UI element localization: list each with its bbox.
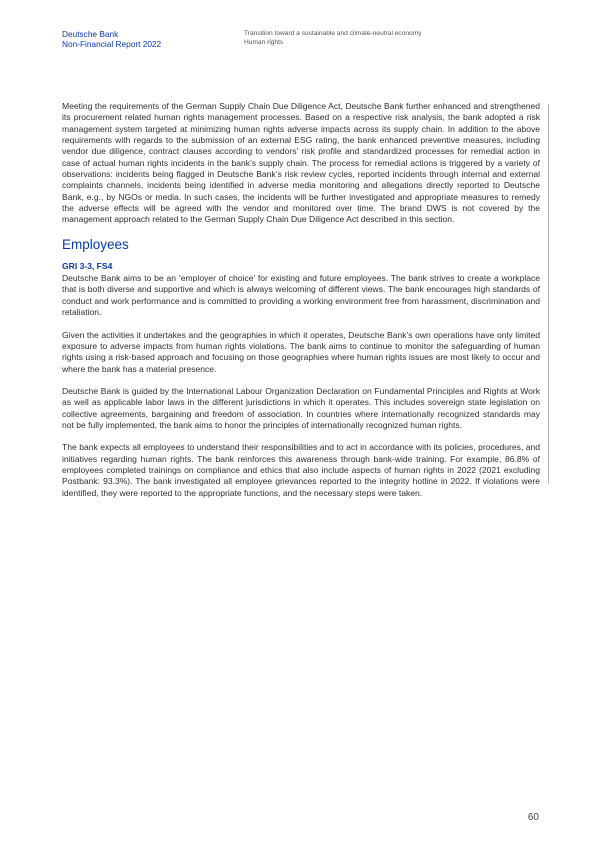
intro-paragraph: Meeting the requirements of the German Supply Chain Due Diligence Act, Deutsche Bank further enhanced and strengthened its procurement related human rights management processes. Based on a respective risk analysis, the bank adopted a risk management system targeted at minimizing human rights adverse impacts across its supply chain. In addition to the above requirements with regards to the submission of an external ESG rating, the bank enhanced preventive measures, including vendor due diligence, contract clauses according to vendors’ risk profile and standardized processes for remedial action in case of actual human rights incidents in the bank’s supply chain. The process for remedial actions is triggered by a variety of observations: incidents being flagged in Deutsche Bank’s risk review cycles, reported incidents through internal and external complaints channels, incidents being identified in adverse media monitoring and allegations directly reported to Deutsche Bank, e.g., by NGOs or media. In such cases, the incidents will be further investigated and appropriate measures to remedy the adverse effects will be agreed with the vendor and monitored over time. The brand DWS is not covered by the management approach related to the German Supply Chain Due Diligence Act described in this section. <box>62 101 540 225</box>
header-section <box>244 29 422 47</box>
page-number: 60 <box>527 812 539 823</box>
employees-paragraph-1: Deutsche Bank aims to be an ‘employer of choice’ for existing and future employees. The bank strives to create a workplace that is both diverse and supportive and which is always welcoming of different views. The bank encourages high standards of conduct and work performance and is committed to providing a working environment free from harassment, discrimination and retaliation. <box>62 273 540 318</box>
margin-rule <box>548 104 549 484</box>
subsection-title: Human rights <box>244 39 284 46</box>
report-name: Non-Financial Report 2022 <box>62 39 162 49</box>
header-left <box>62 29 161 49</box>
company-name: Deutsche Bank <box>62 29 119 39</box>
gri-reference: GRI 3-3, FS4 <box>62 260 113 271</box>
main-content <box>62 101 540 510</box>
employees-heading: Employees <box>62 236 129 252</box>
section-title: Transition toward a sustainable and climate-neutral economy <box>244 30 422 37</box>
employees-paragraph-3: Deutsche Bank is guided by the International Labour Organization Declaration on Fundamental Principles and Rights at Work as well as applicable labor laws in the different jurisdictions in which it operates. This includes sovereign state legislation on collective agreements, bargaining and freedom of association. In countries where internationally recognized standards may not be fully implemented, the bank aims to honor the principles of internationally recognized human rights. <box>62 385 540 430</box>
employees-paragraph-2: Given the activities it undertakes and the geographies in which it operates, Deutsche Bank’s own operations have only limited exposure to adverse impacts from human rights violations. The bank aims to continue to monitor the safeguarding of human rights using a risk-based approach and focusing on those geographies where human rights issues are most likely to occur and where the bank has a material presence. <box>62 329 540 374</box>
employees-paragraph-4: The bank expects all employees to understand their responsibilities and to act in accordance with its policies, procedures, and initiatives regarding human rights. The bank reinforces this awareness through bank-wide training. For example, 86.8% of employees completed trainings on compliance and ethics that also include aspects of human rights in 2022 (2021 excluding Postbank: 93.3%). The bank investigated all employee grievances reported to the integrity hotline in 2022. If violations were identified, they were reported to the appropriate functions, and the necessary steps were taken. <box>62 442 540 498</box>
